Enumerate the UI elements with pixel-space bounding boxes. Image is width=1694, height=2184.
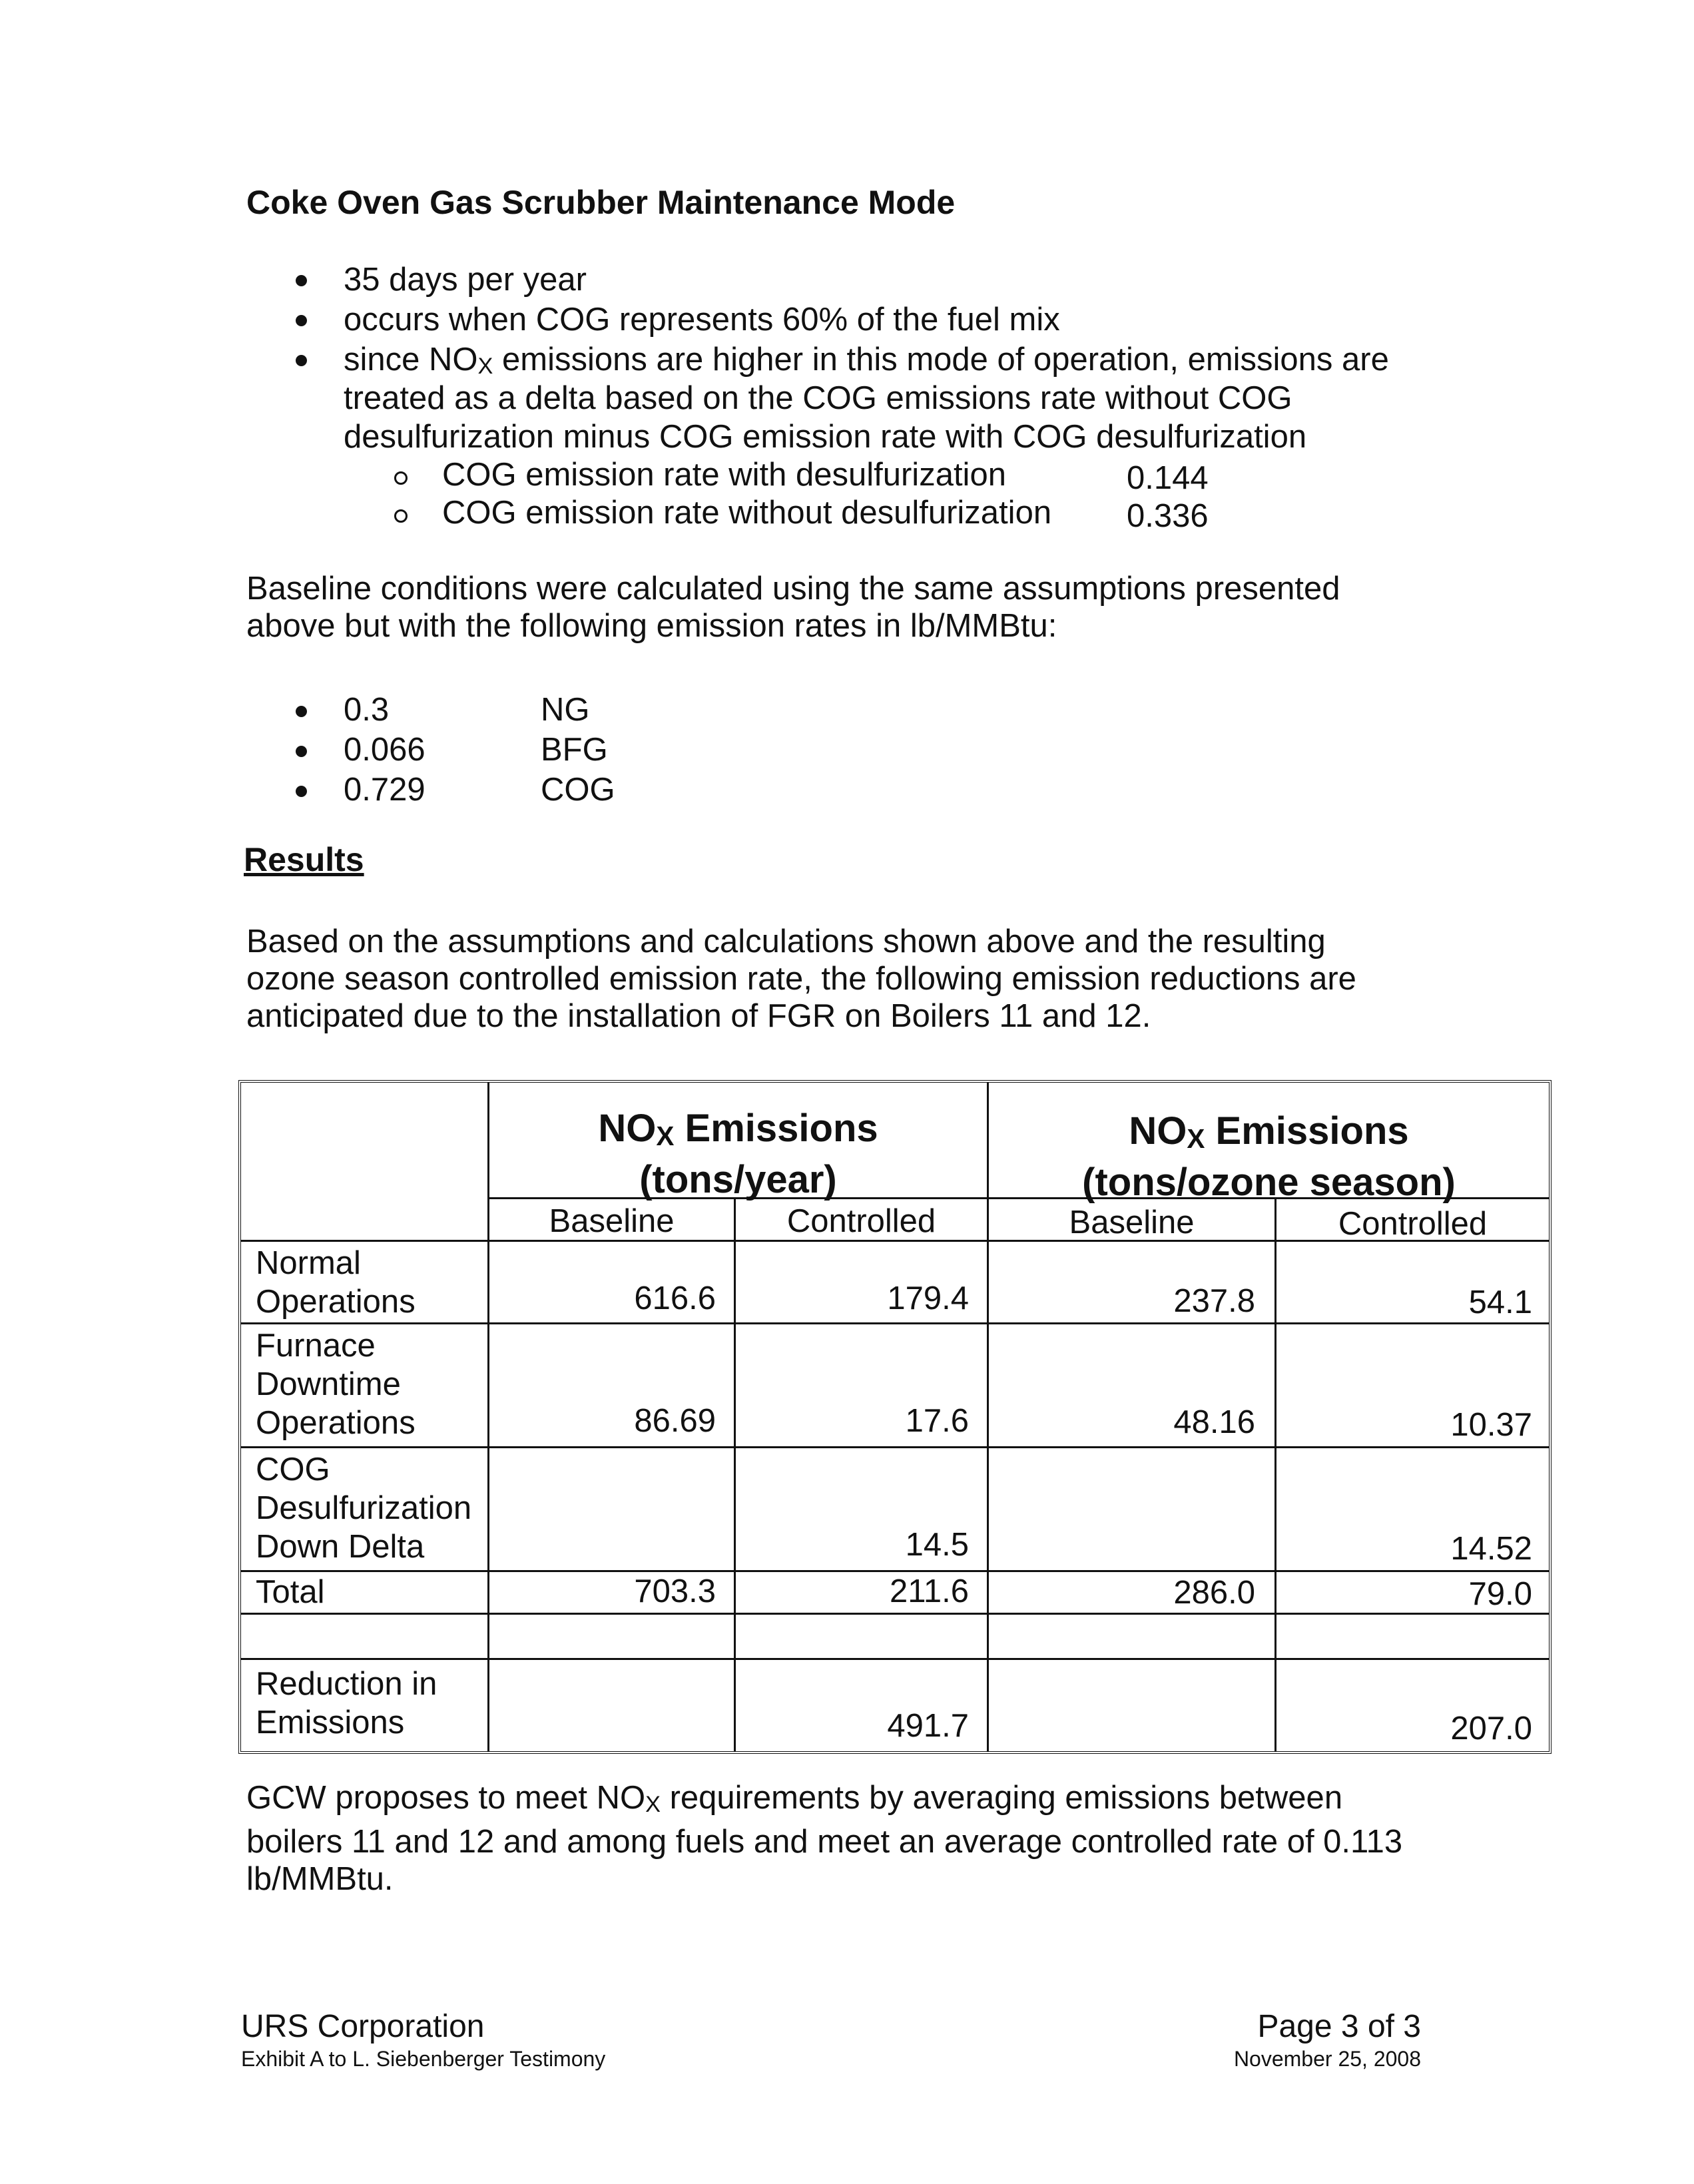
table-cell: 286.0 xyxy=(1173,1575,1255,1611)
row-label: Normal Operations xyxy=(256,1245,416,1320)
subscript-x: X xyxy=(477,354,493,380)
rate-fuel: NG xyxy=(541,692,590,728)
paragraph-line: ozone season controlled emission rate, the following emission reductions are xyxy=(246,961,1356,997)
sub-bullet-value: 0.144 xyxy=(1127,460,1209,496)
bullet-continuation: treated as a delta based on the COG emissions rate without COG xyxy=(344,380,1292,416)
table-cell: 237.8 xyxy=(1173,1283,1255,1319)
emissions-table xyxy=(238,1080,1552,1754)
paragraph-line: anticipated due to the installation of FGR on Boilers 11 and 12. xyxy=(246,998,1151,1034)
bullet-dot-icon xyxy=(296,746,307,757)
results-paragraph xyxy=(246,923,1412,1035)
rate-fuel: COG xyxy=(541,772,615,808)
paragraph-line: boilers 11 and 12 and among fuels and meet an average controlled rate of 0.113 xyxy=(246,1824,1403,1860)
row-label: COG Desulfurization Down Delta xyxy=(256,1452,472,1565)
rate-value: 0.729 xyxy=(344,772,425,808)
table-cell: 616.6 xyxy=(634,1280,716,1316)
table-cell: 703.3 xyxy=(634,1573,716,1609)
section-heading: Coke Oven Gas Scrubber Maintenance Mode xyxy=(246,184,956,221)
table-cell: 48.16 xyxy=(1173,1404,1255,1440)
table-cell: 17.6 xyxy=(905,1403,969,1439)
bullet-item: occurs when COG represents 60% of the fuel mix xyxy=(344,302,1060,338)
table-cell: 179.4 xyxy=(887,1280,969,1316)
paragraph-line: Based on the assumptions and calculations shown above and the resulting xyxy=(246,924,1326,959)
page-number: Page 3 of 3 xyxy=(1257,2009,1421,2044)
table-cell: 491.7 xyxy=(887,1708,969,1744)
baseline-paragraph xyxy=(246,570,1412,645)
rate-fuel: BFG xyxy=(541,732,608,768)
paragraph-line: above but with the following emission rates in lb/MMBtu: xyxy=(246,608,1057,644)
row-label: Total xyxy=(256,1574,325,1610)
gcw-paragraph xyxy=(246,1779,1445,1898)
rate-value: 0.066 xyxy=(344,732,425,768)
table-cell: 54.1 xyxy=(1468,1284,1532,1320)
table-cell: 207.0 xyxy=(1450,1711,1532,1747)
sub-bullet-label: COG emission rate without desulfurization xyxy=(442,495,1052,531)
column-group-header: $NO_X$ Emissions (tons/ozone season) xyxy=(1082,1109,1456,1205)
bullet-dot-icon xyxy=(296,786,307,797)
company-name: URS Corporation xyxy=(241,2009,485,2044)
document-date: November 25, 2008 xyxy=(1233,2047,1421,2071)
sub-bullet-value: 0.336 xyxy=(1127,498,1209,534)
bullet-text: emissions are higher in this mode of operation, emissions are xyxy=(493,342,1389,378)
table-cell: 211.6 xyxy=(890,1573,969,1609)
bullet-continuation: desulfurization minus COG emission rate with COG desulfurization xyxy=(344,419,1307,455)
hollow-bullet-icon xyxy=(394,471,408,485)
footer-right xyxy=(1234,2008,1421,2072)
table-cell: 14.52 xyxy=(1450,1531,1532,1567)
bullet-item xyxy=(344,341,1389,385)
bullet-text: since NO xyxy=(344,342,478,378)
table-cell: 79.0 xyxy=(1468,1576,1532,1612)
footer-left xyxy=(241,2008,605,2072)
column-group-header: $NO_X$ Emissions (tons/year) xyxy=(598,1107,878,1202)
row-label: Reduction in Emissions xyxy=(256,1666,437,1741)
bullet-dot-icon xyxy=(296,275,307,286)
bullet-dot-icon xyxy=(296,315,307,326)
paragraph-line: Baseline conditions were calculated using the same assumptions presented xyxy=(246,571,1340,607)
paragraph-line: lb/MMBtu. xyxy=(246,1861,394,1898)
bullet-item: 35 days per year xyxy=(344,262,587,298)
rate-value: 0.3 xyxy=(344,692,390,728)
table-cell: 86.69 xyxy=(634,1403,716,1439)
column-header-controlled: Controlled xyxy=(786,1203,936,1239)
hollow-bullet-icon xyxy=(394,509,408,523)
bullet-dot-icon xyxy=(296,706,307,717)
paragraph-line: GCW proposes to meet $NO_X$ requirements by averaging emissions between xyxy=(246,1780,1343,1818)
exhibit-label: Exhibit A to L. Siebenberger Testimony xyxy=(241,2047,606,2071)
row-label: Furnace Downtime Operations xyxy=(256,1328,416,1441)
column-header-controlled: Controlled xyxy=(1338,1206,1488,1242)
column-header-baseline: Baseline xyxy=(1069,1205,1195,1240)
results-heading: Results xyxy=(244,841,364,878)
table-cell: 10.37 xyxy=(1450,1407,1532,1443)
bullet-dot-icon xyxy=(296,355,307,366)
table-cell: 14.5 xyxy=(905,1527,969,1563)
column-header-baseline: Baseline xyxy=(549,1203,675,1239)
sub-bullet-label: COG emission rate with desulfurization xyxy=(442,457,1006,493)
